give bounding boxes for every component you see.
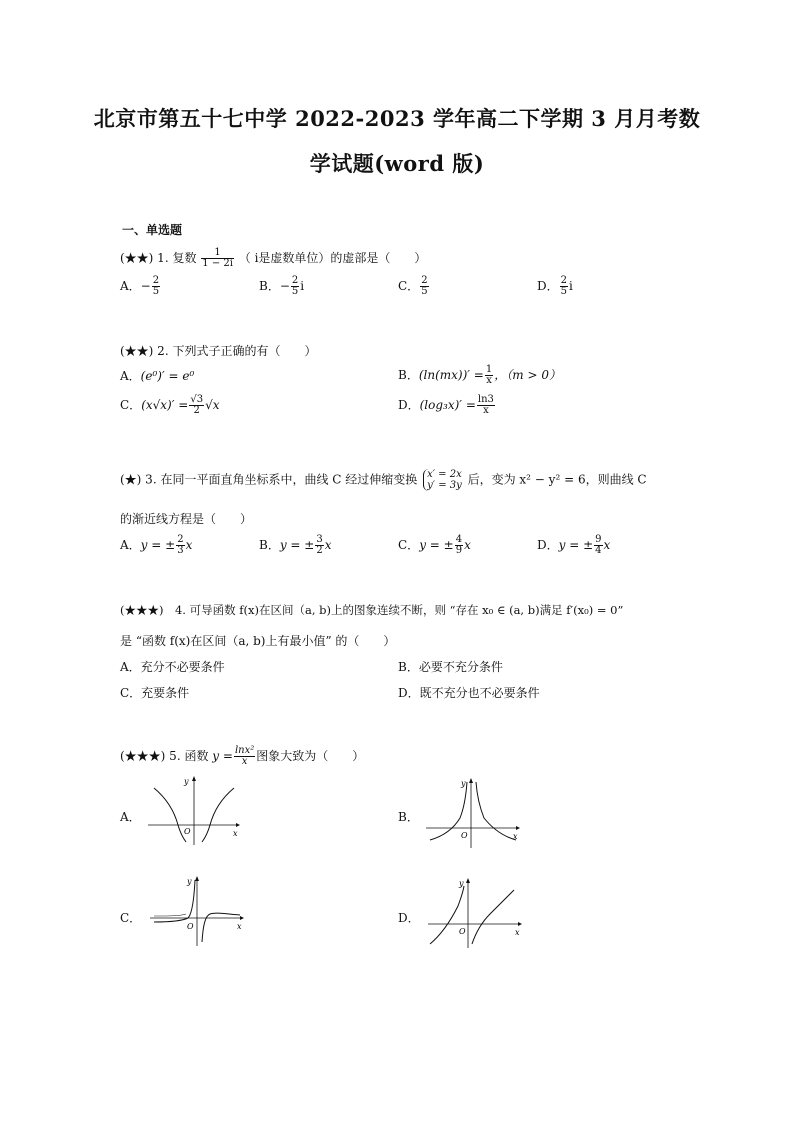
q5-option-b-label[interactable]: B． (398, 810, 419, 824)
q5-graph-a[interactable] (148, 776, 240, 846)
question-1-stem (120, 248, 426, 269)
origin-label: O (459, 927, 466, 936)
axis-y-label: y (459, 879, 464, 888)
q3-option-b[interactable]: B．y = ± $\frac{3}{2}$ x (259, 534, 332, 556)
q5-graph-b[interactable] (426, 778, 520, 850)
axis-x-label: x (515, 928, 520, 937)
q1-option-b[interactable]: B．− $\frac{2}{5}$ i (259, 275, 305, 297)
q4-option-d[interactable]: D．既不充分也不必要条件 (398, 686, 540, 700)
q5-option-c-label[interactable]: C． (120, 911, 142, 925)
question-3-stem-line2: 的渐近线方程是（ ） (120, 512, 253, 526)
question-4-stem-line1: (★★★) 4. 可导函数 f(x)在区间（a, b)上的图象连续不断，则 “存在 x₀ ∈ (a, b)满足 f′(x₀) = 0” (120, 603, 624, 617)
q4-option-a[interactable]: A．充分不必要条件 (120, 660, 225, 674)
q2-option-d[interactable]: D．(log₃x)′ = $\frac{\ln 3}{x}$ (398, 394, 494, 416)
axis-y-label: y (184, 777, 189, 786)
axis-x-label: x (237, 922, 242, 931)
document-title-line2: 学试题(word 版) (309, 151, 485, 176)
q5-graph-d[interactable] (428, 878, 522, 950)
q5-graph-c[interactable] (150, 876, 244, 948)
question-2-stem: (★★) 2. 下列式子正确的有（ ） (120, 344, 317, 358)
q2-option-c[interactable]: C．(x√x)′ = $\frac{√3}{2}$ √x (120, 394, 220, 416)
q5-option-a-label[interactable]: A． (120, 810, 141, 824)
q1-option-c[interactable]: C． $\frac{2}{5}$ (398, 275, 428, 297)
q3-transform-system: x′ = 2x y′ = 3y (423, 469, 462, 491)
axis-x-label: x (513, 832, 518, 841)
axis-x-label: x (233, 829, 238, 838)
origin-label: O (187, 922, 194, 931)
q1-fraction: $\frac{1}{1 - 2i}$ (202, 247, 233, 269)
axis-y-label: y (461, 779, 466, 788)
q5-option-d-label[interactable]: D． (398, 911, 420, 925)
axis-y-label: y (187, 877, 192, 886)
section-heading: 一、单选题 (122, 223, 183, 237)
origin-label: O (184, 827, 191, 836)
q3-option-c[interactable]: C．y = ± $\frac{4}{9}$ x (398, 534, 471, 556)
question-3-stem: (★) 3. 在同一平面直角坐标系中，曲线 C 经过伸缩变换 x′ = 2x y′ = 3y 后，变为 x² − y² = 6，则曲线 C (120, 469, 647, 491)
q2-option-a[interactable]: A．(e⁰)′ = e⁰ (120, 369, 195, 383)
q3-option-a[interactable]: A．y = ± $\frac{2}{3}$ x (120, 534, 193, 556)
origin-label: O (461, 831, 468, 840)
q3-option-d[interactable]: D．y = ± $\frac{9}{4}$ x (537, 534, 611, 556)
document-title-line1: 北京市第五十七中学 2022-2023 学年高二下学期 3 月月考数 (93, 106, 701, 131)
q4-option-c[interactable]: C．充要条件 (120, 686, 190, 700)
question-5-stem: (★★★) 5. 函数 y = $\frac{\text{lnx²}}{x}$ 图象大致为（ ） (120, 745, 365, 767)
q1-suffix: （ i是虚数单位）的虚部是（ ） (238, 251, 427, 265)
q1-prefix: (★★) 1. 复数 (120, 251, 197, 265)
q2-option-b[interactable]: B．(ln(mx))′ = $\frac{1}{x}$ ，（m > 0） (398, 364, 561, 386)
q4-option-b[interactable]: B．必要不充分条件 (398, 660, 503, 674)
question-4-stem-line2: 是 “函数 f(x)在区间（a, b)上有最小值” 的（ ） (120, 634, 396, 648)
q1-option-a[interactable]: A．− $\frac{2}{5}$ (120, 275, 160, 297)
q1-option-d[interactable]: D． $\frac{2}{5}$ i (537, 275, 573, 297)
